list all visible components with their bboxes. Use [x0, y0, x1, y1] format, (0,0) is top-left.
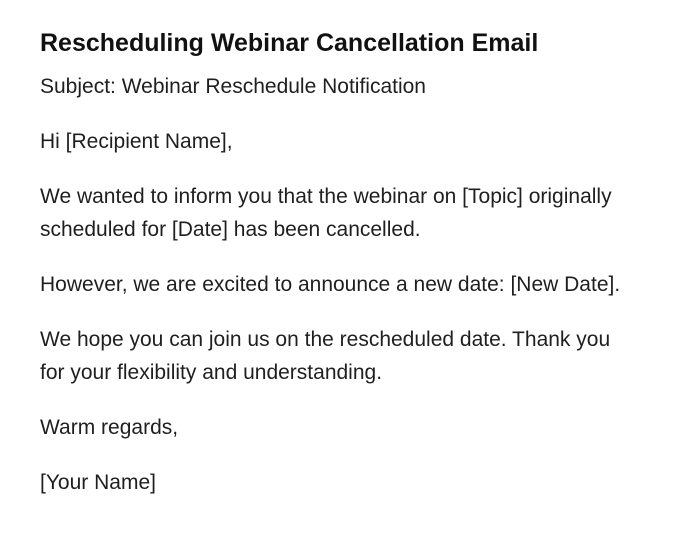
email-body-paragraph: We hope you can join us on the rescheduled date. Thank you for your flexibility and understanding.	[40, 328, 611, 384]
page-title: Rescheduling Webinar Cancellation Email	[40, 29, 539, 57]
email-signoff: Warm regards,	[40, 416, 179, 439]
email-subject-line: Subject: Webinar Reschedule Notification	[40, 75, 426, 98]
email-signature-placeholder: [Your Name]	[40, 471, 156, 494]
email-body-paragraph: However, we are excited to announce a new date: [New Date].	[40, 273, 621, 296]
email-greeting: Hi [Recipient Name],	[40, 130, 233, 153]
email-body-paragraph: We wanted to inform you that the webinar on [Topic] originally scheduled for [Date] has been cancelled.	[40, 185, 612, 241]
